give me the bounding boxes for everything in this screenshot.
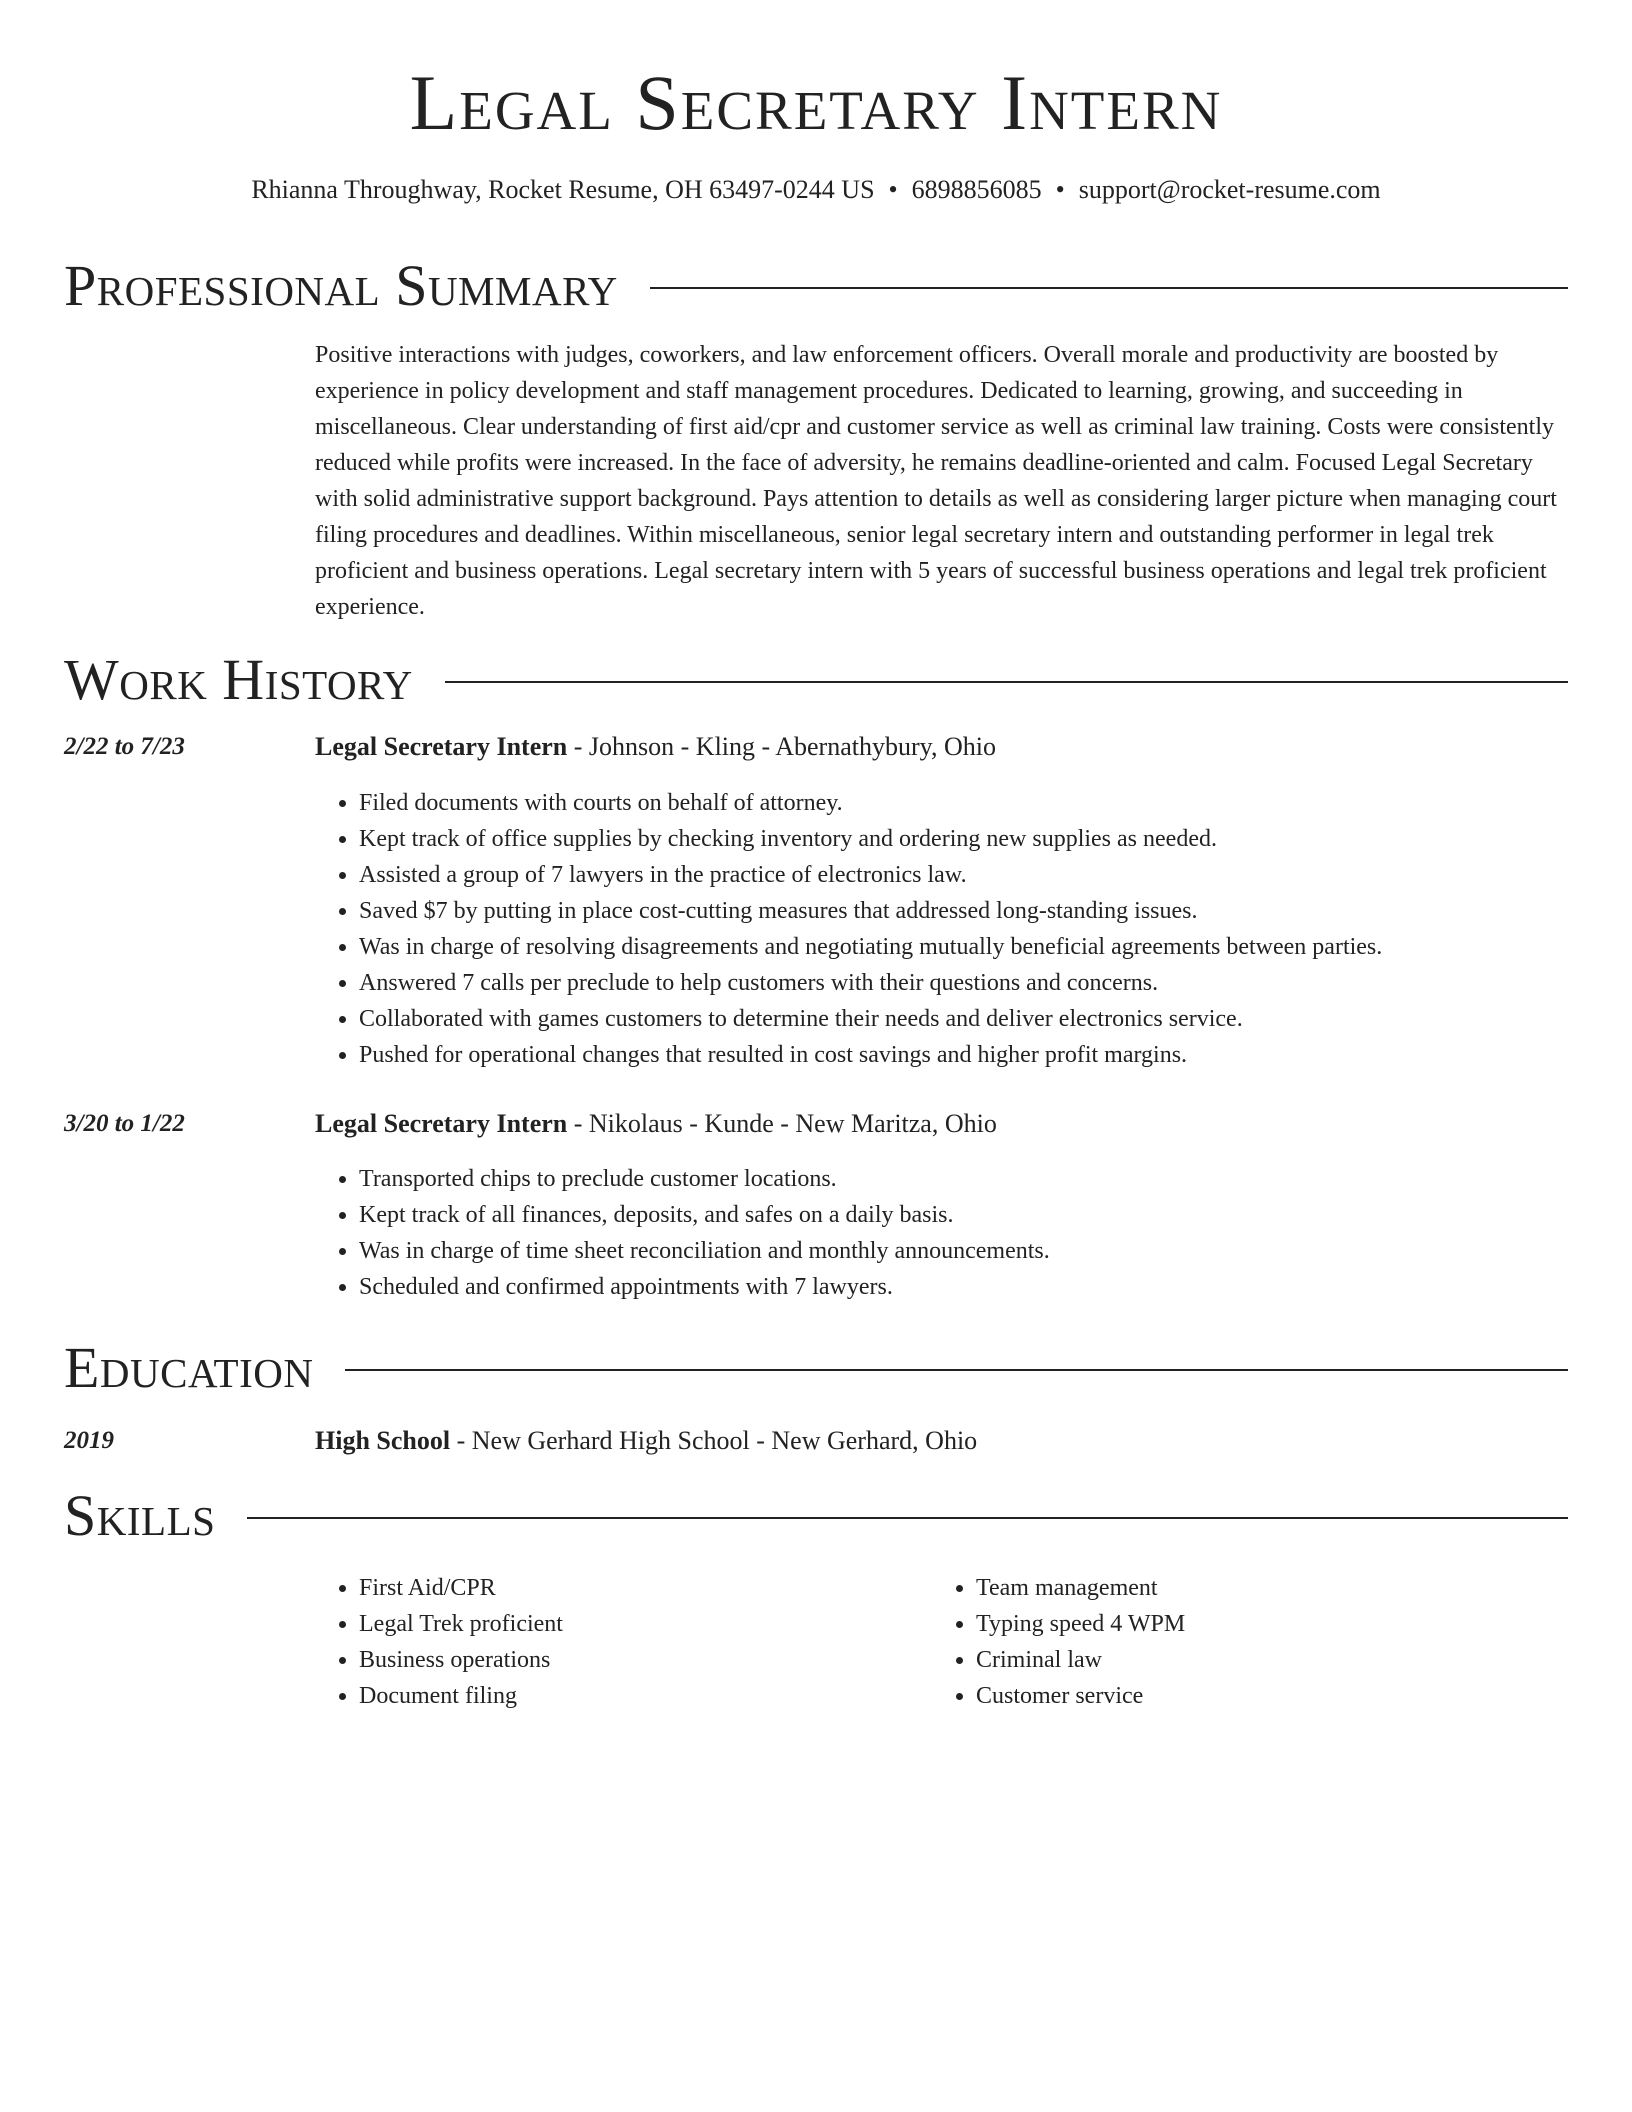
job-heading [315, 1107, 997, 1141]
list-item: • Was in charge of resolving disagreements and negotiating mutually beneficial agreements between parties. [359, 929, 1569, 965]
education-heading [315, 1424, 977, 1458]
summary-paragraph: Positive interactions with judges, coworkers, and law enforcement officers. Overall morale and productivity are boosted by experience in policy development and staff management procedures. Dedicated to learning, growing, and succeeding in miscellaneous. Clear understanding of first aid/cpr and customer service as well as criminal law training. Costs were consistently reduced while profits were increased. In the face of adversity, he remains deadline-oriented and calm. Focused Legal Secretary with solid administrative support background. Pays attention to details as well as considering larger picture when managing court filing procedures and deadlines. Within miscellaneous, senior legal secretary intern and outstanding performer in legal trek proficient and business operations. Legal secretary intern with 5 years of successful business operations and legal trek proficient experience. [315, 342, 1557, 620]
list-item: • Collaborated with games customers to determine their needs and deliver electronics service. [359, 1001, 1569, 1037]
skill-item: • Criminal law [976, 1642, 1536, 1678]
resume-title: Legal Secretary Intern [409, 59, 1223, 146]
list-item: • Kept track of all finances, deposits, and safes on a daily basis. [359, 1197, 1569, 1233]
contact-phone: 6898856085 [911, 175, 1042, 204]
list-item: • Transported chips to preclude customer locations. [359, 1161, 1569, 1197]
section-title: Education [64, 1335, 314, 1400]
job-details: - Nikolaus - Kunde - New Maritza, Ohio [567, 1109, 997, 1138]
skill-item: • Team management [976, 1570, 1536, 1606]
skill-item: • First Aid/CPR [359, 1570, 919, 1606]
job-title: Legal Secretary Intern [315, 732, 568, 761]
section-divider [345, 1369, 1568, 1371]
skill-item: • Business operations [359, 1642, 919, 1678]
contact-email: support@rocket-resume.com [1078, 175, 1381, 204]
section-divider [247, 1517, 1568, 1519]
list-item: • Kept track of office supplies by checking inventory and ordering new supplies as needed. [359, 821, 1569, 857]
section-divider [650, 287, 1568, 289]
education-details: - New Gerhard High School - New Gerhard, Ohio [450, 1426, 978, 1455]
contact-address: Rhianna Throughway, Rocket Resume, OH 63497-0244 US [251, 175, 875, 204]
job-bullet-list [315, 785, 1569, 1073]
contact-separator: • [1055, 175, 1065, 204]
skill-item: • Document filing [359, 1678, 919, 1714]
section-title: Professional Summary [64, 253, 618, 318]
job-dates: 3/20 to 1/22 [64, 1110, 185, 1137]
list-item: • Saved $7 by putting in place cost-cutting measures that addressed long-standing issues. [359, 893, 1569, 929]
section-divider [445, 681, 1568, 683]
section-heading-education [64, 1335, 1568, 1401]
list-item: • Pushed for operational changes that resulted in cost savings and higher profit margins. [359, 1037, 1569, 1073]
job-heading [315, 730, 996, 764]
contact-separator: • [888, 175, 898, 204]
skill-item: • Legal Trek proficient [359, 1606, 919, 1642]
list-item: • Was in charge of time sheet reconciliation and monthly announcements. [359, 1233, 1569, 1269]
skills-list-left [315, 1570, 919, 1714]
list-item: • Scheduled and confirmed appointments with 7 lawyers. [359, 1269, 1569, 1305]
job-bullet-list [315, 1161, 1569, 1305]
job-dates: 2/22 to 7/23 [64, 733, 185, 760]
section-heading-skills [64, 1483, 1568, 1549]
section-title: Work History [64, 647, 413, 712]
job-title: Legal Secretary Intern [315, 1109, 568, 1138]
list-item: • Answered 7 calls per preclude to help customers with their questions and concerns. [359, 965, 1569, 1001]
skills-list-right [932, 1570, 1536, 1714]
list-item: • Filed documents with courts on behalf of attorney. [359, 785, 1569, 821]
job-details: - Johnson - Kling - Abernathybury, Ohio [567, 732, 996, 761]
education-degree: High School [315, 1426, 451, 1455]
skill-item: • Typing speed 4 WPM [976, 1606, 1536, 1642]
section-title: Skills [64, 1483, 216, 1548]
section-heading-summary [64, 253, 1568, 319]
section-heading-work [64, 647, 1568, 713]
contact-line [0, 172, 1632, 208]
list-item: • Assisted a group of 7 lawyers in the practice of electronics law. [359, 857, 1569, 893]
education-year: 2019 [64, 1427, 114, 1454]
skill-item: • Customer service [976, 1678, 1536, 1714]
